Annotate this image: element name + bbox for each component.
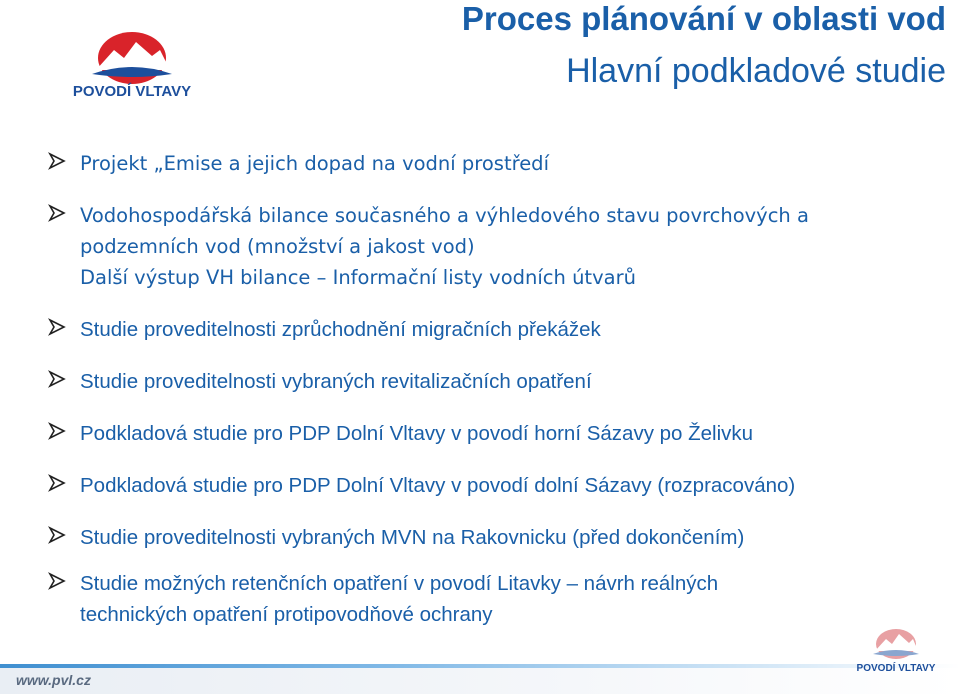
- page-subtitle: Hlavní podkladové studie: [566, 52, 946, 90]
- bullet-text: Podkladová studie pro PDP Dolní Vltavy v povodí horní Sázavy po Želivku: [80, 422, 754, 445]
- arrow-bullet-icon: [48, 370, 66, 388]
- bullet-text: Studie proveditelnosti vybraných revitalizačních opatření: [80, 370, 592, 393]
- povodi-vltavy-logo-small: [848, 622, 944, 674]
- footer-url-link[interactable]: www.pvl.cz: [16, 672, 91, 688]
- bullet-text: technických opatření protipovodňové ochrany: [80, 603, 493, 626]
- bullet-text: Studie možných retenčních opatření v povodí Litavky – návrh reálných: [80, 572, 719, 595]
- logo-text: POVODÍ VLTAVY: [856, 663, 936, 674]
- footer-band: [0, 668, 960, 694]
- arrow-bullet-icon: [48, 572, 66, 590]
- arrow-bullet-icon: [48, 474, 66, 492]
- povodi-vltavy-logo: [52, 20, 212, 100]
- bullet-text: Podkladová studie pro PDP Dolní Vltavy v povodí dolní Sázavy (rozpracováno): [80, 474, 796, 497]
- bullet-text: Studie proveditelnosti zprůchodnění migračních překážek: [80, 318, 601, 341]
- mountain-icon: [92, 32, 172, 84]
- arrow-bullet-icon: [48, 152, 66, 170]
- bullet-text: Studie proveditelnosti vybraných MVN na Rakovnicku (před dokončením): [80, 526, 745, 549]
- arrow-bullet-icon: [48, 422, 66, 440]
- arrow-bullet-icon: [48, 318, 66, 336]
- bullet-text: podzemních vod (množství a jakost vod): [80, 235, 475, 258]
- bullet-text: Vodohospodářská bilance současného a výhledového stavu povrchových a: [80, 204, 809, 227]
- arrow-bullet-icon: [48, 204, 66, 222]
- arrow-bullet-icon: [48, 526, 66, 544]
- mountain-icon: [873, 629, 919, 659]
- bullet-text: Projekt „Emise a jejich dopad na vodní prostředí: [80, 152, 549, 175]
- logo-text: POVODÍ VLTAVY: [72, 83, 192, 100]
- page-title: Proces plánování v oblasti vod: [461, 0, 946, 37]
- bullet-text: Další výstup VH bilance – Informační listy vodních útvarů: [80, 266, 636, 289]
